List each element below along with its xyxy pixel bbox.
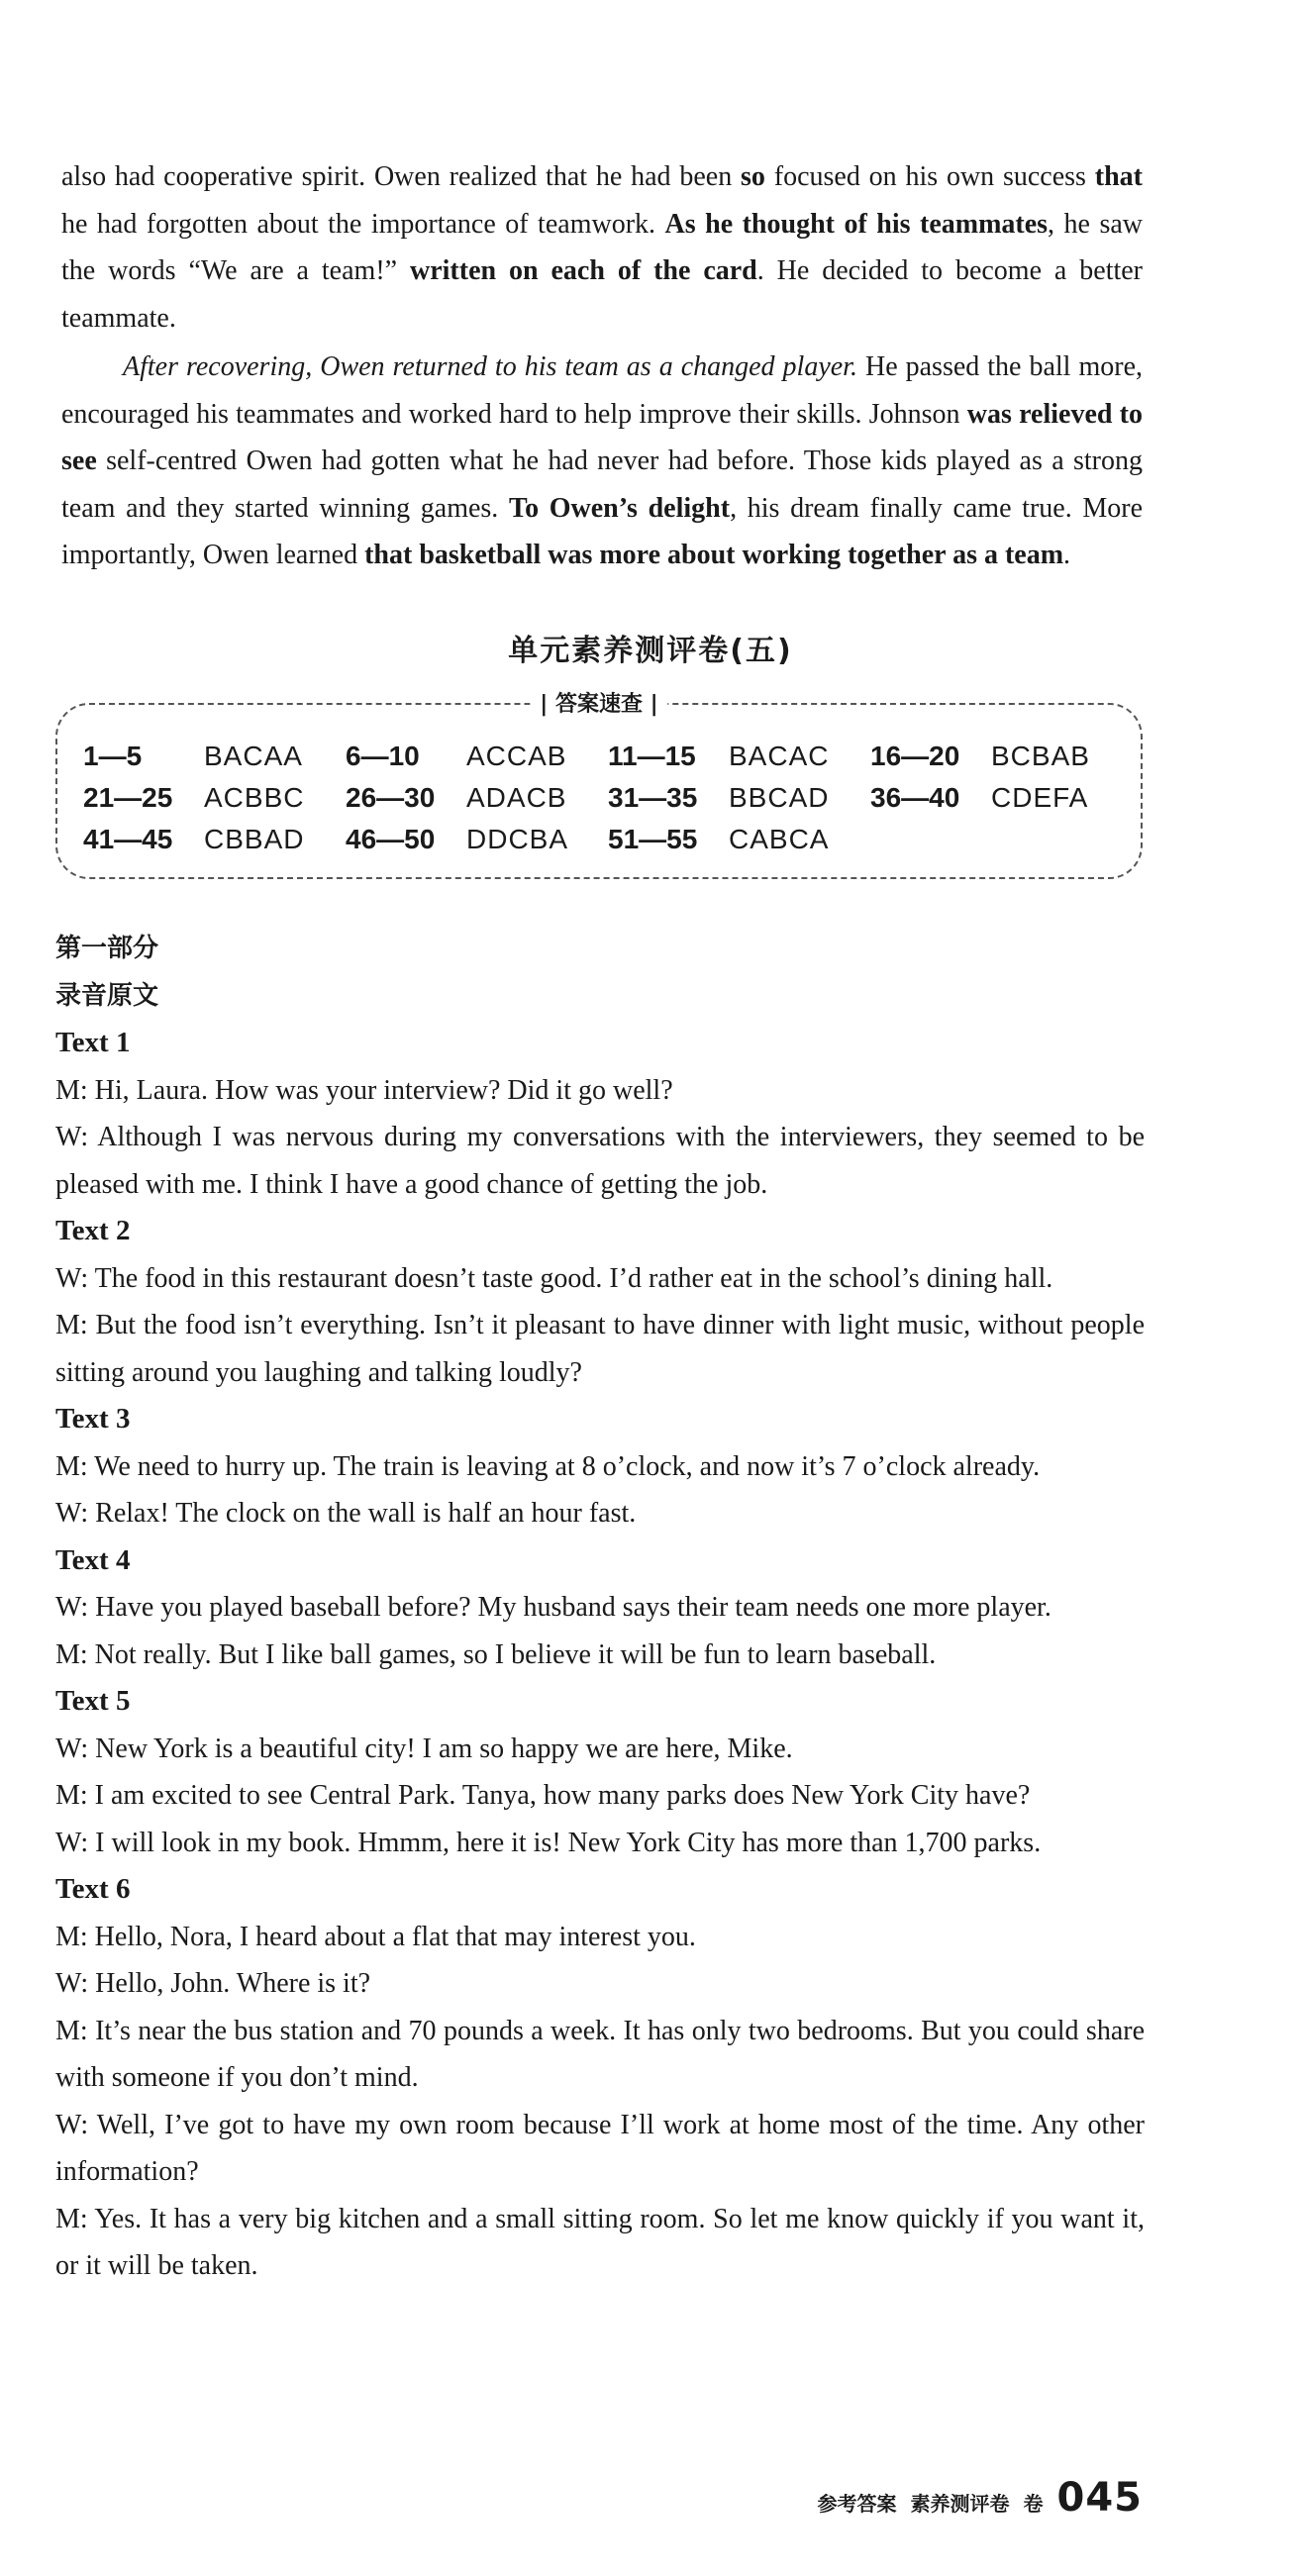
dialogue-line: M: Not really. But I like ball games, so I believe it will be fun to learn baseball. [55, 1638, 937, 1670]
dialogue-line: W: New York is a beautiful city! I am so happy we are here, Mike. [55, 1733, 793, 1764]
answer-item [346, 822, 608, 857]
dialogue-line: W: Relax! The clock on the wall is half an hour fast. [55, 1498, 637, 1529]
text-heading: Text 5 [55, 1685, 131, 1717]
story-text-run: was relieved to see [61, 398, 1144, 476]
dialogue-line: M: Hi, Laura. How was your interview? Did it go well? [55, 1074, 673, 1106]
dialogue-line: W: I will look in my book. Hmmm, here it is! New York City has more than 1,700 parks. [55, 1827, 1042, 1858]
answer-item [346, 780, 608, 816]
answer-range: 31—35 [608, 782, 698, 813]
answer-range: 51—55 [608, 824, 698, 854]
story-text-run: , he saw the words “We are a team!” [61, 208, 1143, 286]
answer-range: 46—50 [346, 824, 436, 854]
dialogue-line: M: Yes. It has a very big kitchen and a small sitting room. So let me know quickly if you want it, or it will be taken. [55, 2203, 1145, 2281]
answer-item [83, 822, 346, 857]
story-text-run: To Owen’s delight [508, 492, 731, 524]
answer-range: 41—45 [83, 824, 173, 854]
answer-item [608, 822, 870, 857]
answer-key: ACCAB [466, 741, 567, 771]
story-text-run: He passed the ball more, encouraged his teammates and worked hard to help improve their skills. Johnson [61, 351, 1143, 430]
answer-key: BACAA [204, 741, 303, 771]
story-text-run: that basketball was more about working together as a team [364, 540, 1064, 570]
answer-range: 16—20 [870, 741, 960, 771]
dialogue-line: W: The food in this restaurant doesn’t taste good. I’d rather eat in the school’s dining hall. [55, 1262, 1053, 1294]
dialogue-line: M: But the food isn’t everything. Isn’t it pleasant to have dinner with light music, without people sitting around you laughing and talking loudly? [55, 1310, 1145, 1388]
answer-key: BACAC [729, 741, 830, 771]
dialogue-line: M: Hello, Nora, I heard about a flat that may interest you. [55, 1921, 696, 1952]
answer-range: 1—5 [83, 741, 143, 771]
transcript-section [55, 926, 1145, 2290]
story-paragraph-2-italic: After recovering, Owen returned to his team as a changed player. [123, 351, 857, 382]
story-text-run: self-centred Owen had gotten what he had never had before. Those kids played as a strong team and they started winning games. [61, 446, 1143, 524]
answer-item [870, 780, 1133, 816]
text-heading: Text 2 [55, 1215, 131, 1246]
text-heading: Text 3 [55, 1403, 131, 1435]
text-heading: Text 6 [55, 1873, 131, 1905]
answer-key-box [55, 692, 1143, 879]
story-text-run: that [1094, 161, 1143, 192]
story-text-run: so [741, 161, 765, 192]
story-text-run: focused on his own success [764, 161, 1095, 192]
page-footer [818, 2475, 1144, 2521]
answer-range: 21—25 [83, 782, 173, 813]
story-text-run: written on each of the card [410, 255, 757, 286]
footer-series: 素养测评卷 [910, 2492, 1010, 2516]
story-text-run: . [1063, 540, 1071, 570]
answer-item [83, 739, 346, 774]
answer-range: 26—30 [346, 782, 436, 813]
answer-key: BCBAB [991, 741, 1090, 771]
footer-ref: 参考答案 [817, 2492, 897, 2516]
answer-item [608, 780, 870, 816]
footer-vol: 卷 [1023, 2492, 1044, 2516]
answer-key: CABCA [729, 824, 830, 854]
answer-range: 11—15 [608, 741, 696, 771]
story-text-run: As he thought of his teammates [664, 208, 1049, 240]
page-number: 045 [1056, 2475, 1143, 2521]
story-text-run: he had forgotten about the importance of teamwork. [61, 208, 665, 240]
story-text-run: . He decided to become a better teammate. [61, 255, 1144, 334]
answer-item [346, 739, 608, 774]
answer-key: CDEFA [991, 782, 1089, 813]
story-text-run: , his dream finally came true. More importantly, Owen learned [61, 492, 1144, 570]
answer-key-grid [83, 739, 1133, 857]
story-paragraph-1 [61, 153, 1143, 342]
answer-item [608, 739, 870, 774]
story-paragraph-2 [61, 344, 1143, 579]
dialogue-line: W: Hello, John. Where is it? [55, 1968, 371, 1999]
answer-range: 36—40 [870, 782, 960, 813]
section-title: 单元素养测评卷(五) [508, 634, 793, 668]
answer-key: ADACB [466, 782, 567, 813]
answer-item [870, 739, 1133, 774]
answer-key: BBCAD [729, 782, 830, 813]
answer-key: ACBBC [204, 782, 305, 813]
transcript-heading: 录音原文 [55, 980, 159, 1011]
answer-key-label: | 答案速查 | [530, 687, 667, 718]
text-heading: Text 4 [55, 1543, 131, 1576]
dialogue-line: M: I am excited to see Central Park. Tanya, how many parks does New York City have? [55, 1780, 1031, 1811]
text-heading: Text 1 [55, 1027, 131, 1058]
dialogue-line: M: It’s near the bus station and 70 pounds a week. It has only two bedrooms. But you could share with someone if you don’t mind. [55, 2015, 1145, 2093]
answer-item [83, 780, 346, 816]
transcript-list [55, 1020, 1145, 2290]
answer-key: CBBAD [204, 824, 305, 854]
story-text-run: also had cooperative spirit. Owen realized that he had been [61, 161, 742, 192]
answer-key: DDCBA [466, 824, 569, 854]
dialogue-line: W: Although I was nervous during my conversations with the interviewers, they seemed to be pleased with me. I think I have a good chance of getting the job. [55, 1122, 1145, 1200]
part-heading: 第一部分 [55, 934, 159, 963]
answer-range: 6—10 [346, 741, 420, 771]
dialogue-line: W: Well, I’ve got to have my own room because I’ll work at home most of the time. Any other information? [55, 2109, 1145, 2187]
dialogue-line: M: We need to hurry up. The train is leaving at 8 o’clock, and now it’s 7 o’clock already. [55, 1450, 1041, 1482]
dialogue-line: W: Have you played baseball before? My husband says their team needs one more player. [55, 1592, 1051, 1623]
